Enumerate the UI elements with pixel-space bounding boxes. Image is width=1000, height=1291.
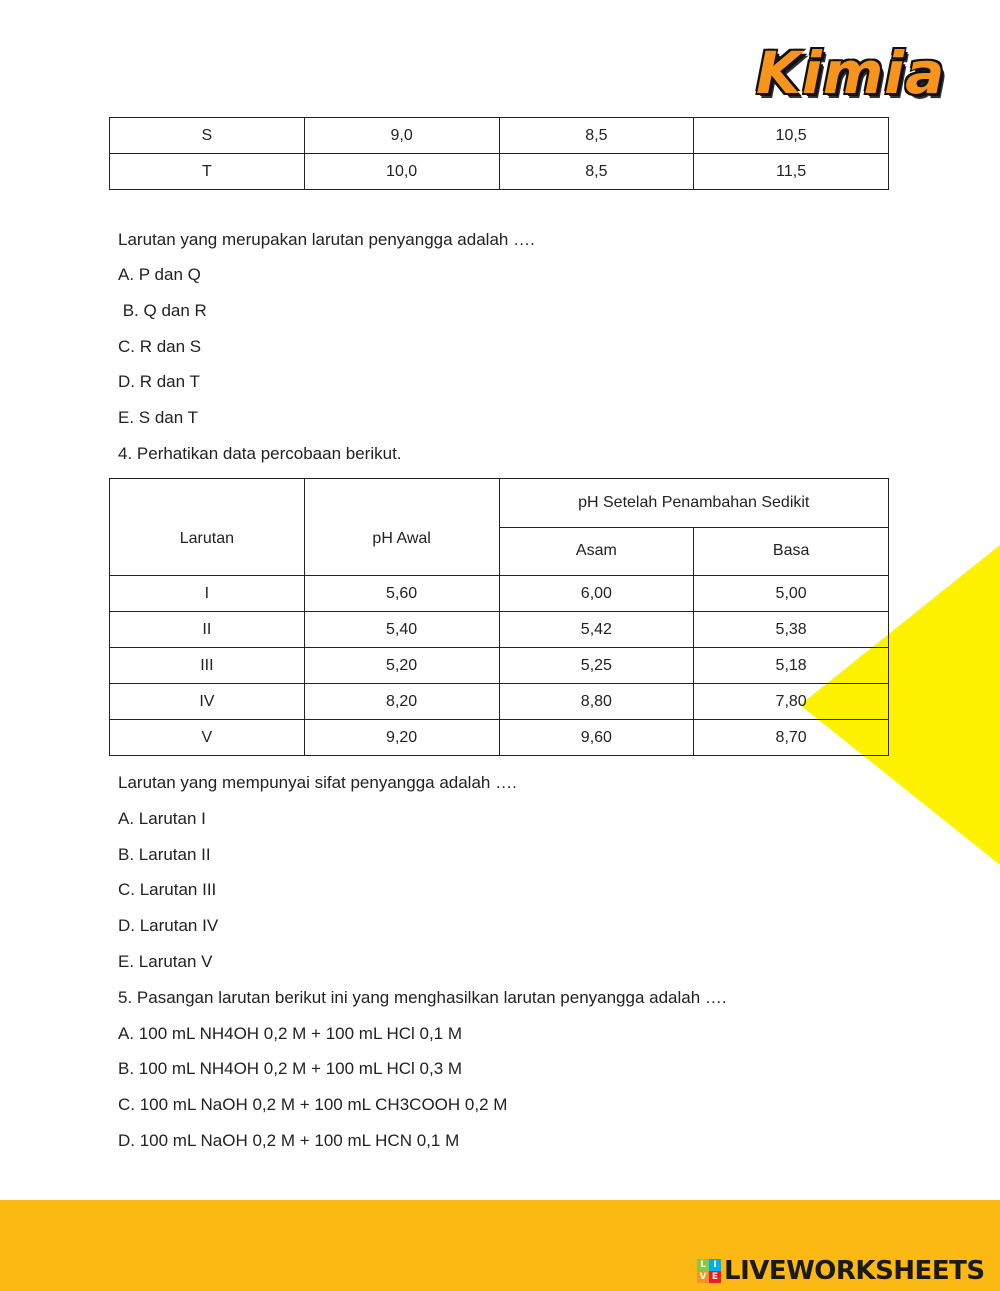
q4-question: Larutan yang mempunyai sifat penyangga adalah …. <box>118 773 517 792</box>
header-basa: Basa <box>694 527 889 576</box>
q3-option-c[interactable]: C. R dan S <box>118 337 202 356</box>
ph-table <box>109 478 889 756</box>
q4-option-a[interactable]: A. Larutan I <box>118 809 206 828</box>
table-cell: IV <box>110 684 305 720</box>
table-row <box>110 648 889 684</box>
q3-option-d[interactable]: D. R dan T <box>118 372 200 391</box>
table-cell: 5,38 <box>694 612 889 648</box>
table-cell: 10,0 <box>304 154 499 190</box>
table-cell: 5,00 <box>694 576 889 612</box>
table-cell: T <box>110 154 305 190</box>
q3-option-b[interactable]: B. Q dan R <box>118 301 207 320</box>
table-cell: 5,18 <box>694 648 889 684</box>
table-cell: 7,80 <box>694 684 889 720</box>
table-cell: I <box>110 576 305 612</box>
table-cell: III <box>110 648 305 684</box>
table-row <box>110 684 889 720</box>
table-row <box>110 576 889 612</box>
header-ph-setelah: pH Setelah Penambahan Sedikit <box>499 479 889 528</box>
logo-letter: E <box>709 1271 721 1283</box>
liveworksheets-logo-icon <box>697 1259 721 1283</box>
q4-option-b[interactable]: B. Larutan II <box>118 845 211 864</box>
q5-stem: 5. Pasangan larutan berikut ini yang menghasilkan larutan penyangga adalah …. <box>118 988 727 1007</box>
q5-option-d[interactable]: D. 100 mL NaOH 0,2 M + 100 mL HCN 0,1 M <box>118 1131 460 1150</box>
table-cell: 5,42 <box>499 612 694 648</box>
table-row <box>110 118 889 154</box>
table-cell: 8,5 <box>499 154 694 190</box>
table-cell: 9,60 <box>499 720 694 756</box>
header-ph-awal: pH Awal <box>304 479 499 576</box>
table-cell: 10,5 <box>694 118 889 154</box>
table-cell: II <box>110 612 305 648</box>
table-continuation <box>109 117 889 190</box>
header-larutan: Larutan <box>110 479 305 576</box>
brand-text: LIVEWORKSHEETS <box>724 1256 985 1286</box>
logo-letter: I <box>709 1259 721 1271</box>
table-cell: V <box>110 720 305 756</box>
table-cell: 11,5 <box>694 154 889 190</box>
table-cell: 8,80 <box>499 684 694 720</box>
logo-letter: V <box>697 1271 709 1283</box>
table-cell: 5,20 <box>304 648 499 684</box>
table-row <box>110 720 889 756</box>
table-row <box>110 612 889 648</box>
q5-option-c[interactable]: C. 100 mL NaOH 0,2 M + 100 mL CH3COOH 0,2 M <box>118 1095 508 1114</box>
q4-option-c[interactable]: C. Larutan III <box>118 880 217 899</box>
table-cell: 6,00 <box>499 576 694 612</box>
table-cell: S <box>110 118 305 154</box>
logo-letter: L <box>697 1259 709 1271</box>
table-cell: 8,70 <box>694 720 889 756</box>
q5-option-b[interactable]: B. 100 mL NH4OH 0,2 M + 100 mL HCl 0,3 M <box>118 1059 463 1078</box>
q4-stem: 4. Perhatikan data percobaan berikut. <box>118 444 402 463</box>
header-asam: Asam <box>499 527 694 576</box>
kimia-logo: Kimia <box>756 39 946 107</box>
table-cell: 5,60 <box>304 576 499 612</box>
liveworksheets-brand <box>697 1257 985 1285</box>
table-cell: 8,20 <box>304 684 499 720</box>
q4-option-d[interactable]: D. Larutan IV <box>118 916 219 935</box>
table-header-row <box>110 479 889 528</box>
table-cell: 8,5 <box>499 118 694 154</box>
q3-option-a[interactable]: A. P dan Q <box>118 265 201 284</box>
table-cell: 9,0 <box>304 118 499 154</box>
q5-option-a[interactable]: A. 100 mL NH4OH 0,2 M + 100 mL HCl 0,1 M <box>118 1024 463 1043</box>
table-cell: 5,40 <box>304 612 499 648</box>
q3-option-e[interactable]: E. S dan T <box>118 408 199 427</box>
table-cell: 9,20 <box>304 720 499 756</box>
table-cell: 5,25 <box>499 648 694 684</box>
q4-option-e[interactable]: E. Larutan V <box>118 952 213 971</box>
q3-stem: Larutan yang merupakan larutan penyangga adalah …. <box>118 230 535 249</box>
table-row <box>110 154 889 190</box>
